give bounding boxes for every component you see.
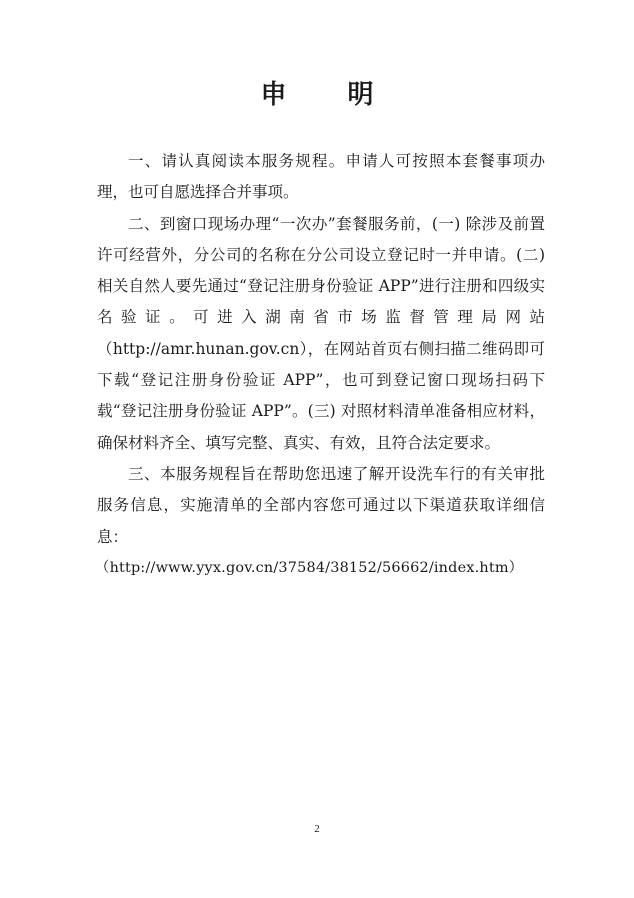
paragraph-2: 二、到窗口现场办理“一次办”套餐服务前，(一) 除涉及前置许可经营外，分公司的名称在分公司设立登记时一并申请。(二) 相关自然人要先通过“登记注册身份验证 APP”进行注册和四级实名验证。可进入湖南省市场监督管理局网站（http://amr.hunan.gov.cn），在网站首页右侧扫描二维码即可下载“登记注册身份验证 APP”，也可到登记窗口现场扫码下载“登记注册身份验证 APP”。(三) 对照材料清单准备相应材料，确保材料齐全、填写完整、真实、有效，且符合法定要求。 (97, 214, 545, 452)
page-title: 申 明 (260, 80, 400, 110)
page-number: 2 (314, 823, 320, 835)
info-url-link[interactable]: （http://www.yyx.gov.cn/37584/38152/56662/index.htm） (95, 559, 524, 576)
paragraph-1: 一、请认真阅读本服务规程。申请人可按照本套餐事项办理，也可自愿选择合并事项。 (97, 152, 545, 202)
document-body (97, 146, 545, 584)
paragraph-3: 三、本服务规程旨在帮助您迅速了解开设洗车行的有关审批服务信息，实施清单的全部内容您可通过以下渠道获取详细信息： (97, 464, 545, 546)
